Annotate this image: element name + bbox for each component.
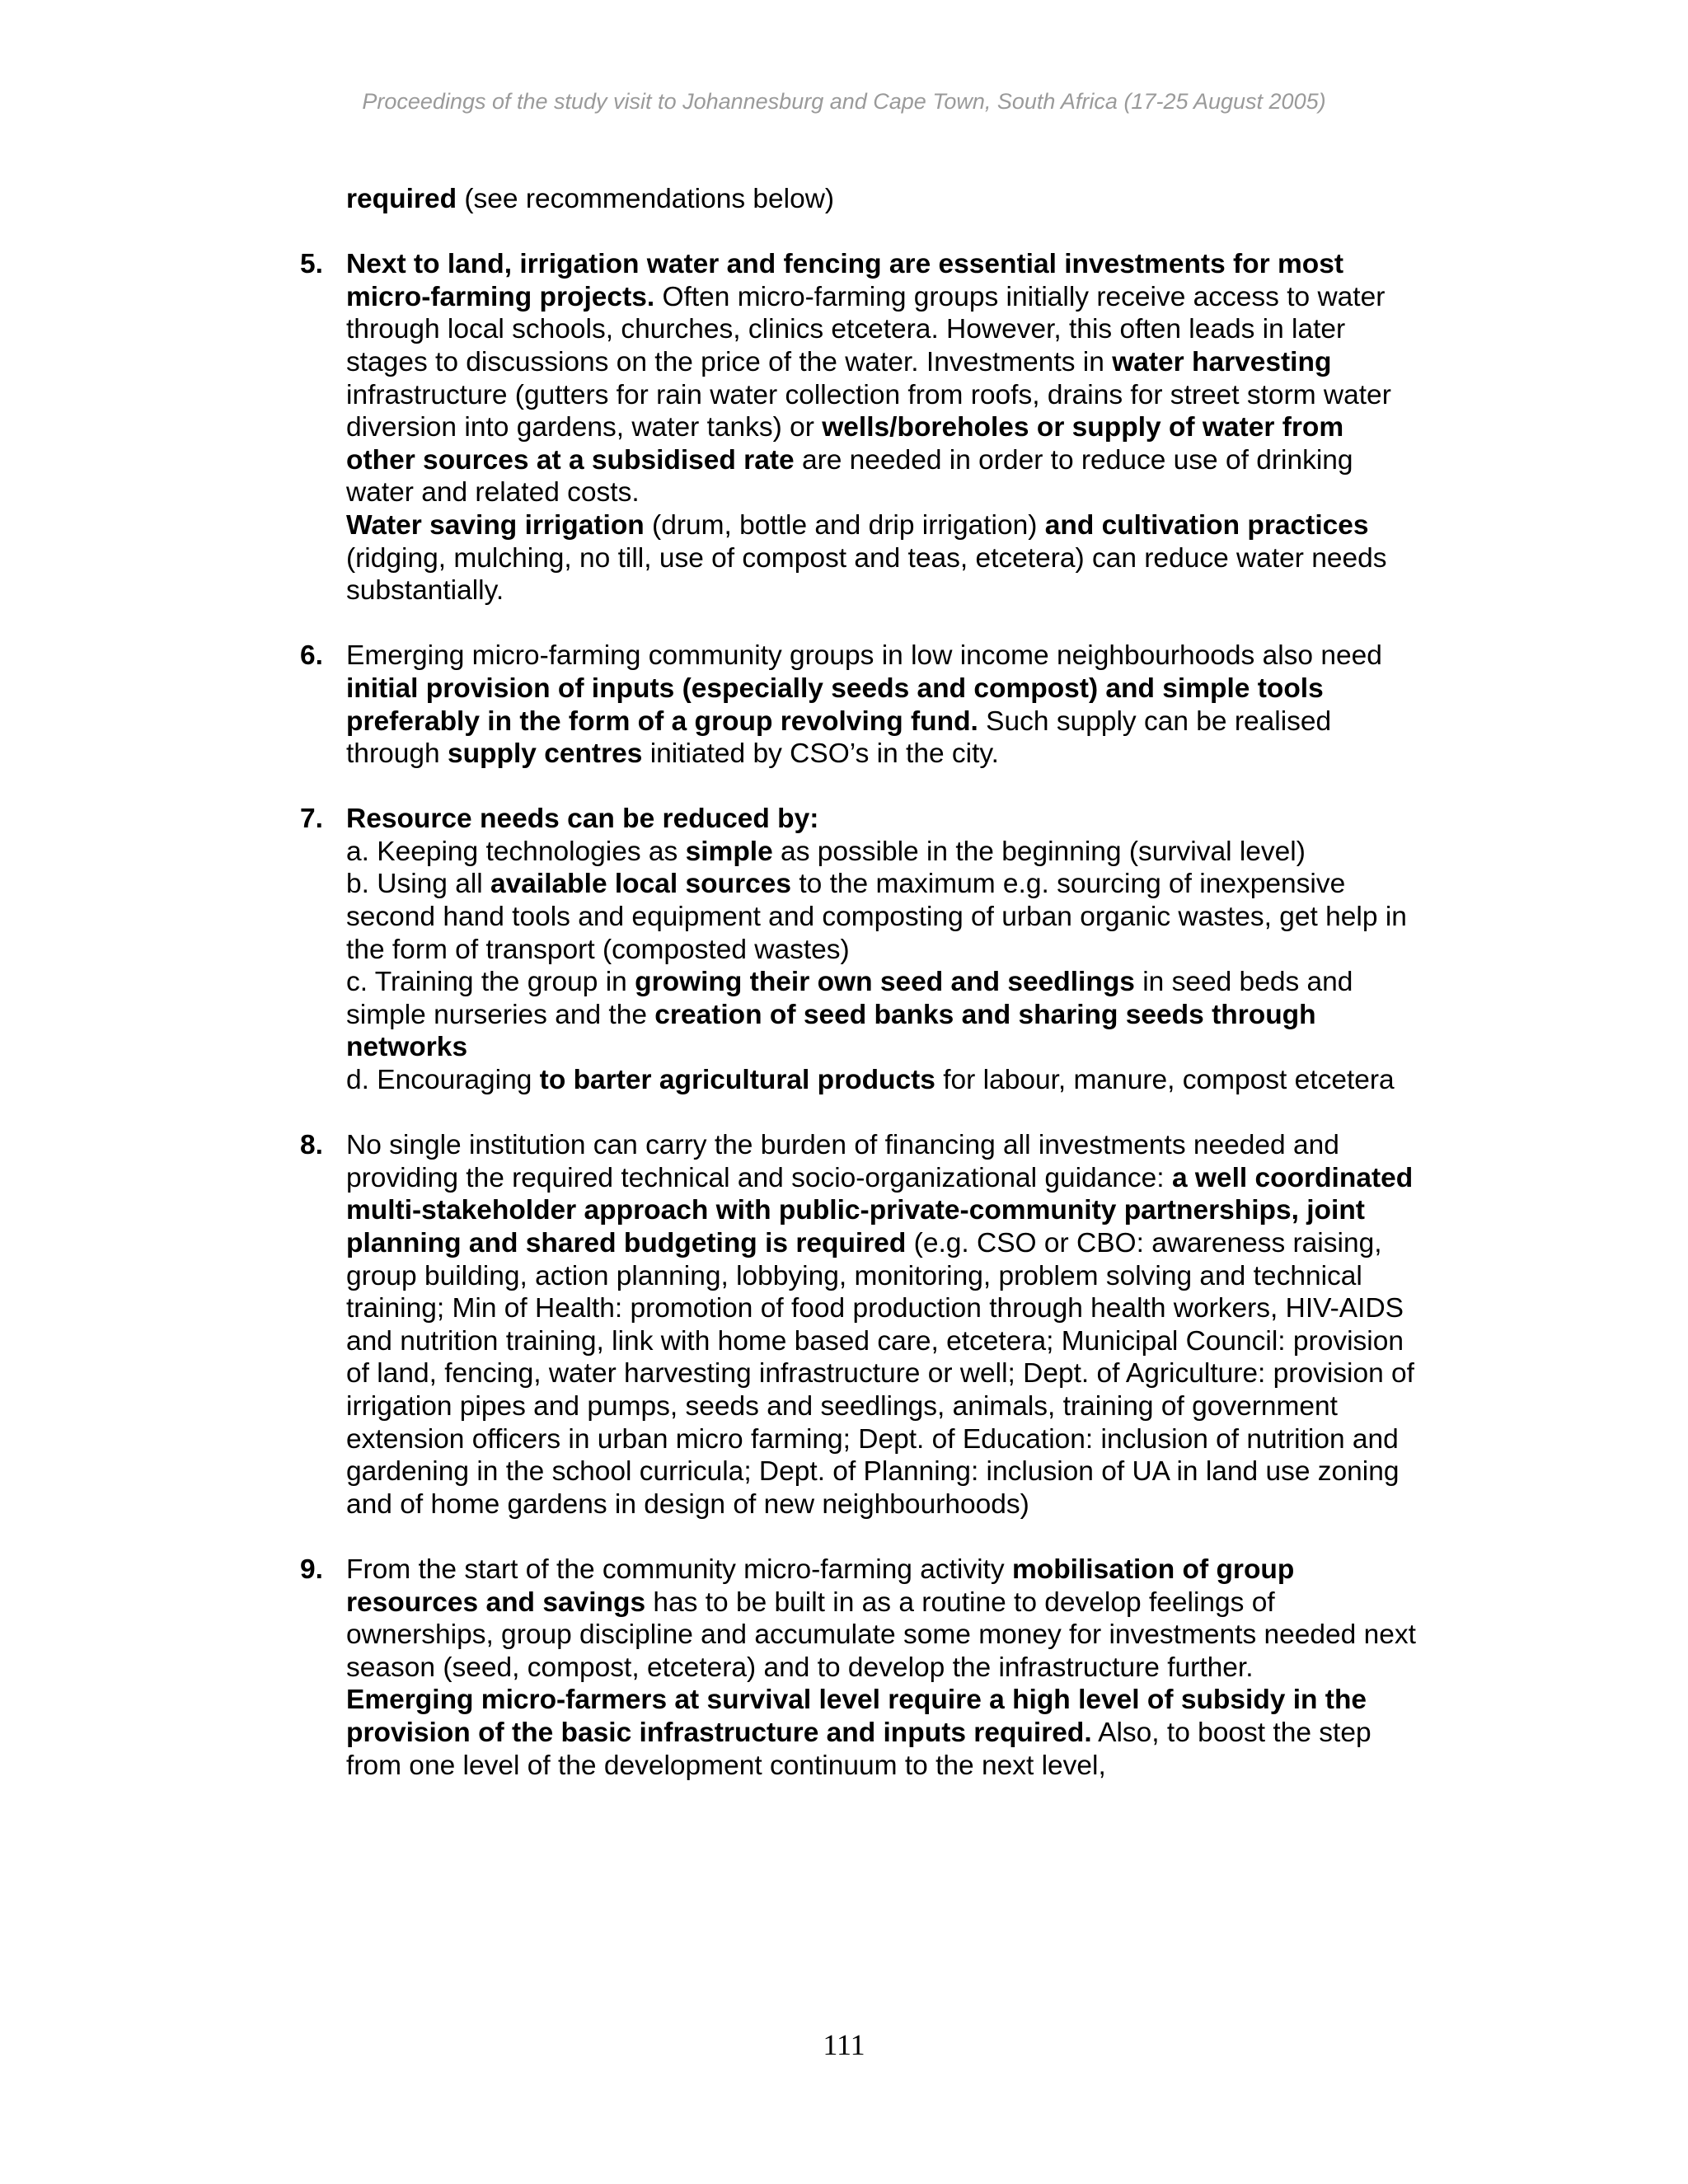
text-run: has to be built in as a routine to develop feelings of ownerships, group discipline and accumulate some money for investments needed next season (seed, compost, etcetera) and to develop the infrastructure further. <box>346 1586 1416 1683</box>
bold-text-run: Next to land, irrigation water and fencing are essential investments for most micro-farming projects. <box>346 249 1344 312</box>
bold-text-run: growing their own seed and seedlings <box>635 967 1135 998</box>
bold-text-run: to barter agricultural products <box>539 1065 935 1096</box>
bold-text-run: wells/boreholes or supply of water from other sources at a subsidised rate <box>346 412 1344 476</box>
text-run: Often micro-farming groups initially receive access to water through local schools, churches, clinics etcetera. However, this often leads in later stages to discussions on the price of the water. Investments in <box>346 281 1386 377</box>
list-item-paragraph <box>346 803 1418 836</box>
page-number: 111 <box>823 2028 865 2061</box>
text-run: as possible in the beginning (survival level) <box>772 836 1306 867</box>
list-item-paragraph <box>346 868 1418 966</box>
list-item-number: 7. <box>300 804 323 835</box>
list-item-number: 5. <box>300 249 323 280</box>
text-run: a. Keeping technologies as <box>346 836 686 867</box>
body-text <box>300 183 1418 1782</box>
text-run: Such supply can be realised through <box>346 705 1332 770</box>
list-item-number: 8. <box>300 1130 323 1161</box>
text-run: b. Using all <box>346 869 491 900</box>
numbered-list <box>300 248 1418 1782</box>
bold-text-run: initial provision of inputs (especially seeds and compost) and simple tools preferably in the form of a group revolving fund. <box>346 673 1324 737</box>
text-run: infrastructure (gutters for rain water collection from roofs, drains for street storm water diversion into gardens, water tanks) or <box>346 379 1391 443</box>
bold-text-run: Water saving irrigation <box>346 509 645 541</box>
bold-text-run: Emerging micro-farmers at survival level require a high level of subsidy in the provision of the basic infrastructure and inputs required. <box>346 1685 1367 1748</box>
list-item-paragraph <box>346 248 1418 509</box>
list-item-number: 6. <box>300 640 323 672</box>
list-item-paragraph <box>346 1129 1418 1521</box>
list-item-paragraph <box>346 1064 1418 1097</box>
bold-text-run: available local sources <box>490 869 792 900</box>
continuation-paragraph <box>346 183 1418 216</box>
text-run: for labour, manure, compost etcetera <box>935 1065 1395 1096</box>
text-run: to the maximum e.g. sourcing of inexpensive second hand tools and equipment and composting of urban organic wastes, get help in the form of transport (composted wastes) <box>346 869 1407 965</box>
bold-text-run: creation of seed banks and sharing seeds through networks <box>346 999 1316 1063</box>
text-run: in seed beds and simple nurseries and the <box>346 967 1353 1030</box>
list-item <box>300 1129 1418 1521</box>
bold-text-run: water harvesting <box>1112 346 1332 377</box>
text-run: are needed in order to reduce use of drinking water and related costs. <box>346 444 1353 509</box>
text-run: Also, to boost the step from one level of the development continuum to the next level, <box>346 1717 1372 1781</box>
bold-text-run: mobilisation of group resources and savings <box>346 1554 1295 1618</box>
list-item-number: 9. <box>300 1554 323 1585</box>
bold-text-run: Resource needs can be reduced by: <box>346 804 819 835</box>
list-item <box>300 803 1418 1096</box>
list-item-paragraph <box>346 509 1418 607</box>
bold-text-run: a well coordinated multi-stakeholder approach with public-private-community partnerships, joint planning and shared budgeting is required <box>346 1162 1414 1258</box>
list-item <box>300 1554 1418 1782</box>
list-item <box>300 248 1418 607</box>
list-item-paragraph <box>346 640 1418 770</box>
text-run: c. Training the group in <box>346 967 635 998</box>
text-run: From the start of the community micro-farming activity <box>346 1554 1012 1585</box>
text-run: (see recommendations below) <box>457 184 835 214</box>
text-run: (drum, bottle and drip irrigation) <box>644 509 1045 541</box>
list-item-paragraph <box>346 966 1418 1064</box>
text-run: Emerging micro-farming community groups in low income neighbourhoods also need <box>346 640 1382 672</box>
list-item-paragraph <box>346 1684 1418 1782</box>
bold-text-run: supply centres <box>447 738 643 770</box>
text-run: (e.g. CSO or CBO: awareness raising, group building, action planning, lobbying, monitoring, problem solving and technical training; Min of Health: promotion of food production through health workers, HIV-AIDS and nutrition training, link with home based care, etcetera; Municipal Council: provision of land, fencing, water harvesting infrastructure or well; Dept. of Agriculture: provision of irrigation pipes and pumps, seeds and seedlings, animals, training of government extension officers in urban micro farming; Dept. of Education: inclusion of nutrition and gardening in the school curricula; Dept. of Planning: inclusion of UA in land use zoning and of home gardens in design of new neighbourhoods) <box>346 1228 1414 1520</box>
list-item <box>300 640 1418 770</box>
bold-text-run: required <box>346 184 457 214</box>
text-run: d. Encouraging <box>346 1065 540 1096</box>
text-run: No single institution can carry the burden of financing all investments needed and providing the required technical and socio-organizational guidance: <box>346 1130 1339 1193</box>
bold-text-run: simple <box>685 836 773 867</box>
running-header: Proceedings of the study visit to Johannesburg and Cape Town, South Africa (17-25 August 2005) <box>362 89 1326 114</box>
list-item-paragraph <box>346 836 1418 869</box>
text-run: (ridging, mulching, no till, use of compost and teas, etcetera) can reduce water needs substantially. <box>346 542 1387 607</box>
list-item-paragraph <box>346 1554 1418 1684</box>
text-run: initiated by CSO’s in the city. <box>642 738 999 770</box>
bold-text-run: and cultivation practices <box>1044 509 1369 541</box>
